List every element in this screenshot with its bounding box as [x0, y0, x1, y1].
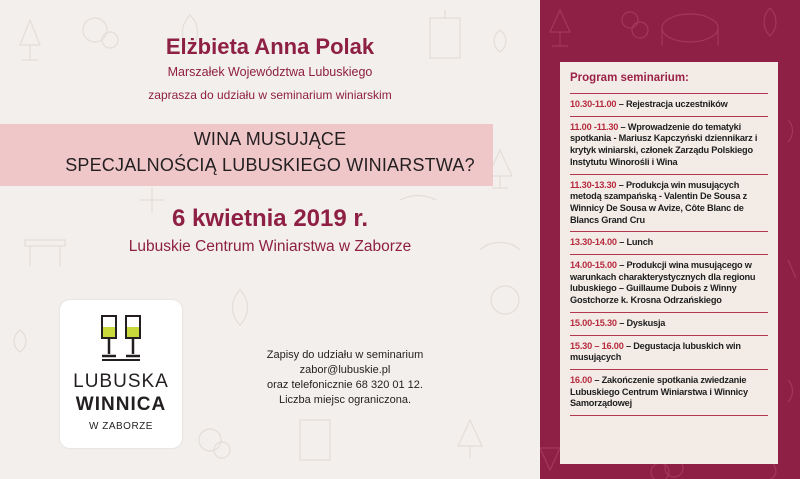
program-title: Program seminarium: — [570, 72, 689, 84]
program-item — [570, 260, 768, 307]
program-item — [570, 122, 768, 169]
registration-phone: oraz telefonicznie 68 320 01 12. — [267, 379, 423, 391]
program-item — [570, 341, 768, 364]
event-date: 6 kwietnia 2019 r. — [171, 205, 369, 232]
divider — [570, 93, 768, 94]
divider — [570, 369, 768, 370]
registration-line-1: Zapisy do udziału w seminarium — [266, 349, 424, 361]
host-role: Marszałek Województwa Lubuskiego — [167, 65, 373, 79]
program-card — [560, 62, 778, 464]
item-time: 16.00 — [570, 374, 592, 385]
divider — [570, 335, 768, 336]
item-time: 15.30 – 16.00 — [570, 340, 624, 351]
item-time: 14.00-15.00 — [570, 260, 617, 271]
item-text: – Lunch — [616, 237, 654, 248]
logo-text-lubuska: LUBUSKA — [73, 371, 169, 392]
item-time: 15.00-15.30 — [570, 317, 617, 328]
item-text: – Produkcji wina musującego w warunkach charakterystycznych dla regionu lubuskiego – Guillaume Dubois z Winny Gostchorze k. Krosna Odrzańskiego — [570, 260, 756, 306]
divider — [570, 231, 768, 232]
wine-glasses-icon — [98, 314, 144, 364]
item-text: – Produkcja win musujących metodą szampańską - Valentin De Sousa z Winnicy De Sousa w Avize, Côte Blanc de Blancs Grand Cru — [570, 179, 748, 225]
item-text: – Dyskusja — [616, 317, 666, 328]
divider — [570, 312, 768, 313]
logo-text-winnica: WINNICA — [75, 394, 167, 415]
item-time: 11.30-13.30 — [570, 179, 617, 190]
program-item — [570, 318, 768, 330]
registration-limit: Liczba miejsc ograniczona. — [278, 394, 412, 406]
winery-logo — [60, 300, 182, 448]
item-time: 10.30-11.00 — [570, 99, 617, 109]
host-name: Elżbieta Anna Polak — [165, 34, 375, 59]
program-item — [570, 375, 768, 410]
item-text: – Wprowadzenie do tematyki spotkania - Mariusz Kapczyński dziennikarz i krytyk winiarski, członek Zarządu Polskiego Instytutu Winorośli i Wina — [570, 121, 758, 167]
logo-text-zaborze: W ZABORZE — [89, 421, 153, 432]
divider — [570, 254, 768, 255]
item-text: – Zakończenie spotkania zwiedzanie Lubuskiego Centrum Winiarstwa i Winnicy Samorządowej — [570, 374, 748, 409]
item-text: – Rejestracja uczestników — [616, 99, 728, 109]
registration-email[interactable]: zabor@lubuskie.pl — [299, 364, 391, 376]
divider — [570, 174, 768, 175]
item-text: – Degustacja lubuskich win musujących — [570, 340, 741, 363]
title-line-1: WINA MUSUJĄCE — [193, 129, 347, 149]
invitation-text: zaprasza do udziału w seminarium winiarskim — [148, 88, 392, 102]
program-item — [570, 99, 768, 111]
event-venue: Lubuskie Centrum Winiarstwa w Zaborze — [128, 238, 412, 255]
program-item — [570, 180, 768, 227]
item-time: 13.30-14.00 — [570, 237, 617, 248]
title-line-2: SPECJALNOŚCIĄ LUBUSKIEGO WINIARSTWA? — [65, 155, 475, 175]
divider — [570, 116, 768, 117]
program-item — [570, 237, 768, 249]
item-time: 11.00 -11.30 — [570, 121, 619, 132]
divider — [570, 415, 768, 416]
